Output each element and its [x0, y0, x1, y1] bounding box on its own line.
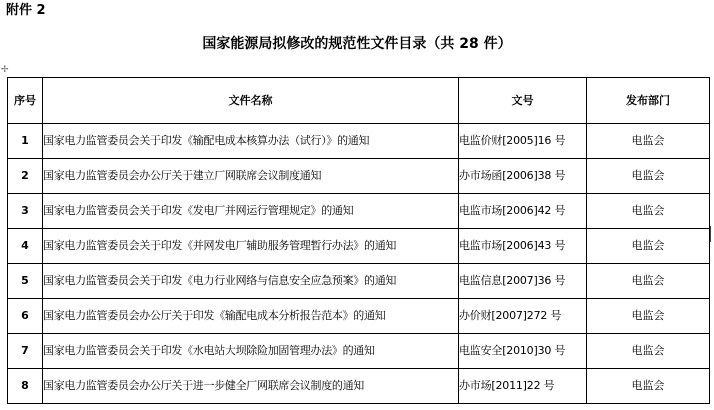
header-document-number: 文号	[459, 78, 587, 124]
row-document-number: 办价财[2007]272 号	[459, 299, 587, 334]
table-row	[8, 369, 710, 404]
row-issuing-department: 电监会	[587, 124, 710, 159]
header-serial-number: 序号	[8, 78, 43, 124]
row-issuing-department: 电监会	[587, 194, 710, 229]
row-issuing-department: 电监会	[587, 229, 710, 264]
row-document-number: 电监市场[2006]43 号	[459, 229, 587, 264]
row-document-name: 国家电力监管委员会办公厅关于印发《输配电成本分析报告范本》的通知	[43, 299, 459, 334]
table-row	[8, 124, 710, 159]
row-serial-number: 8	[8, 369, 43, 404]
row-issuing-department: 电监会	[587, 159, 710, 194]
attachment-label: 附件 2	[6, 3, 46, 18]
table-row	[8, 299, 710, 334]
row-document-number: 办市场函[2006]38 号	[459, 159, 587, 194]
row-serial-number: 4	[8, 229, 43, 264]
row-document-name: 国家电力监管委员会关于印发《并网发电厂辅助服务管理暂行办法》的通知	[43, 229, 459, 264]
row-serial-number: 5	[8, 264, 43, 299]
row-document-number: 电监信息[2007]36 号	[459, 264, 587, 299]
table-row	[8, 229, 710, 264]
table-move-handle-icon[interactable]: ✢	[1, 65, 9, 75]
document-title: 国家能源局拟修改的规范性文件目录（共 28 件）	[202, 36, 512, 52]
row-document-name: 国家电力监管委员会办公厅关于进一步健全厂网联席会议制度的通知	[43, 369, 459, 404]
table-row	[8, 334, 710, 369]
row-serial-number: 6	[8, 299, 43, 334]
row-document-name: 国家电力监管委员会关于印发《发电厂并网运行管理规定》的通知	[43, 194, 459, 229]
row-document-number: 电监安全[2010]30 号	[459, 334, 587, 369]
table-row	[8, 194, 710, 229]
row-serial-number: 7	[8, 334, 43, 369]
row-issuing-department: 电监会	[587, 299, 710, 334]
table-header-row	[8, 78, 710, 124]
row-document-number: 电监市场[2006]42 号	[459, 194, 587, 229]
header-document-name: 文件名称	[43, 78, 459, 124]
row-serial-number: 3	[8, 194, 43, 229]
row-issuing-department: 电监会	[587, 369, 710, 404]
row-document-name: 国家电力监管委员会关于印发《水电站大坝除险加固管理办法》的通知	[43, 334, 459, 369]
header-issuing-department: 发布部门	[587, 78, 710, 124]
row-document-name: 国家电力监管委员会关于印发《输配电成本核算办法（试行）》的通知	[43, 124, 459, 159]
table-row	[8, 264, 710, 299]
row-document-number: 办市场[2011]22 号	[459, 369, 587, 404]
document-list-table	[7, 77, 710, 404]
row-issuing-department: 电监会	[587, 264, 710, 299]
row-issuing-department: 电监会	[587, 334, 710, 369]
row-serial-number: 1	[8, 124, 43, 159]
table-row	[8, 159, 710, 194]
text-cursor	[710, 226, 711, 242]
row-serial-number: 2	[8, 159, 43, 194]
row-document-name: 国家电力监管委员会办公厅关于建立厂网联席会议制度通知	[43, 159, 459, 194]
row-document-name: 国家电力监管委员会关于印发《电力行业网络与信息安全应急预案》的通知	[43, 264, 459, 299]
row-document-number: 电监价财[2005]16 号	[459, 124, 587, 159]
